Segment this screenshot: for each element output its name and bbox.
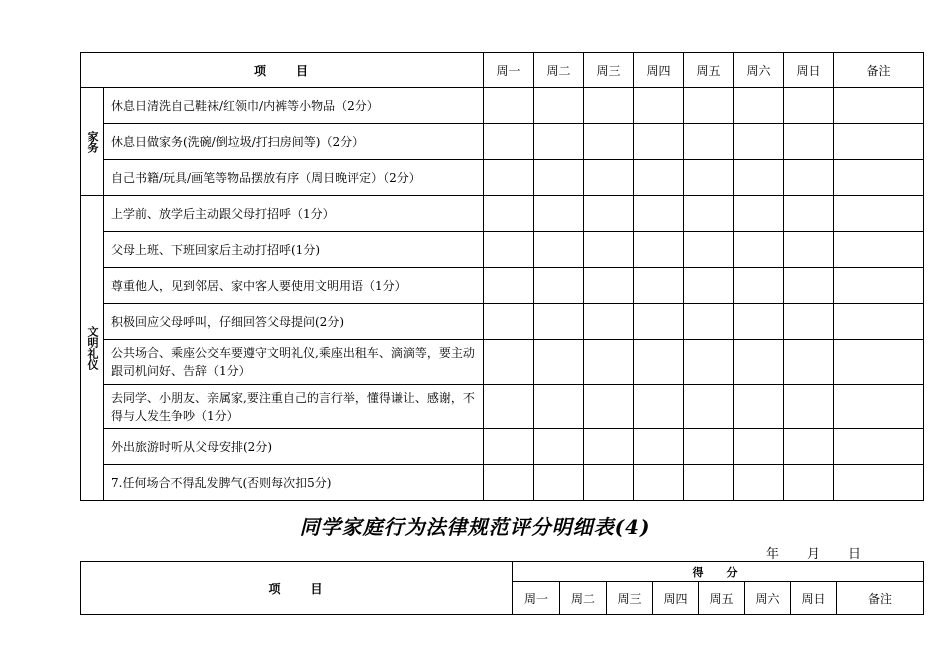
remark-cell	[834, 268, 924, 304]
score-cell	[534, 304, 584, 340]
score-cell	[584, 196, 634, 232]
score-cell	[484, 304, 534, 340]
day-header: 周日	[784, 53, 834, 88]
score-cell	[584, 340, 634, 385]
score-cell	[734, 465, 784, 501]
score-cell	[784, 124, 834, 160]
score-cell	[684, 88, 734, 124]
score-cell	[784, 304, 834, 340]
table-row	[81, 268, 924, 304]
item-header: 项 目	[81, 53, 484, 88]
score-cell	[634, 268, 684, 304]
score-cell	[784, 340, 834, 385]
score-cell	[784, 268, 834, 304]
item-cell: 休息日清洗自己鞋袜/红领巾/内裤等小物品（2分）	[104, 88, 484, 124]
day-header: 周二	[560, 582, 607, 615]
table-row	[81, 340, 924, 385]
score-cell	[784, 160, 834, 196]
score-cell	[634, 465, 684, 501]
year-label: 年	[766, 547, 780, 562]
day-label: 日	[848, 547, 862, 562]
score-cell	[484, 429, 534, 465]
category-cell: 家务	[81, 88, 104, 196]
remark-cell	[834, 196, 924, 232]
score-cell	[684, 124, 734, 160]
score-cell	[484, 465, 534, 501]
score-cell	[534, 232, 584, 268]
score-cell	[534, 385, 584, 429]
table-row	[81, 232, 924, 268]
score-cell	[784, 465, 834, 501]
remark-cell	[834, 465, 924, 501]
remark-header: 备注	[834, 53, 924, 88]
score-cell	[634, 340, 684, 385]
day-header: 周四	[653, 582, 699, 615]
score-cell	[534, 268, 584, 304]
score-cell	[484, 385, 534, 429]
score-cell	[734, 268, 784, 304]
score-cell	[634, 160, 684, 196]
score-cell	[684, 196, 734, 232]
item-cell: 外出旅游时听从父母安排(2分)	[104, 429, 484, 465]
item-cell: 公共场合、乘座公交车要遵守文明礼仪,乘座出租车、滴滴等，要主动跟司机问好、告辞（1分）	[104, 340, 484, 385]
day-header: 周日	[791, 582, 837, 615]
remark-cell	[834, 88, 924, 124]
score-cell	[684, 465, 734, 501]
score-header: 得 分	[513, 562, 924, 582]
score-cell	[734, 160, 784, 196]
score-cell	[634, 124, 684, 160]
score-cell	[534, 88, 584, 124]
item-cell: 7.任何场合不得乱发脾气(否则每次扣5分)	[104, 465, 484, 501]
score-cell	[734, 88, 784, 124]
score-cell	[784, 232, 834, 268]
document-title: 同学家庭行为法律规范评分明细表(4)	[299, 515, 651, 539]
score-cell	[734, 124, 784, 160]
table-row	[81, 196, 924, 232]
day-header: 周五	[699, 582, 745, 615]
score-cell	[584, 385, 634, 429]
weekly-score-table-2	[80, 561, 924, 615]
score-cell	[734, 429, 784, 465]
score-cell	[634, 88, 684, 124]
remark-cell	[834, 304, 924, 340]
score-cell	[684, 385, 734, 429]
score-cell	[684, 304, 734, 340]
score-cell	[784, 88, 834, 124]
score-cell	[584, 304, 634, 340]
score-cell	[684, 429, 734, 465]
score-cell	[634, 196, 684, 232]
score-cell	[684, 268, 734, 304]
item-header: 项 目	[81, 562, 513, 615]
day-header: 周三	[607, 582, 653, 615]
table-row	[81, 429, 924, 465]
score-cell	[784, 196, 834, 232]
score-cell	[634, 304, 684, 340]
item-cell: 尊重他人，见到邻居、家中客人要使用文明用语（1分）	[104, 268, 484, 304]
day-header: 周六	[734, 53, 784, 88]
day-header: 周一	[484, 53, 534, 88]
table-row	[81, 304, 924, 340]
table-row	[81, 160, 924, 196]
score-cell	[584, 465, 634, 501]
score-cell	[684, 340, 734, 385]
score-cell	[534, 160, 584, 196]
score-cell	[734, 340, 784, 385]
day-header: 周一	[513, 582, 560, 615]
day-header: 周五	[684, 53, 734, 88]
score-cell	[584, 268, 634, 304]
score-cell	[484, 124, 534, 160]
score-cell	[534, 340, 584, 385]
item-cell: 上学前、放学后主动跟父母打招呼（1分）	[104, 196, 484, 232]
score-cell	[584, 429, 634, 465]
item-cell: 父母上班、下班回家后主动打招呼(1分)	[104, 232, 484, 268]
item-cell: 自己书籍/玩具/画笔等物品摆放有序（周日晚评定）（2分）	[104, 160, 484, 196]
score-cell	[584, 88, 634, 124]
day-header: 周四	[634, 53, 684, 88]
item-cell: 积极回应父母呼叫，仔细回答父母提问(2分)	[104, 304, 484, 340]
score-cell	[584, 160, 634, 196]
score-cell	[484, 88, 534, 124]
remark-cell	[834, 232, 924, 268]
score-cell	[484, 196, 534, 232]
month-label: 月	[807, 547, 821, 562]
score-cell	[484, 160, 534, 196]
score-cell	[734, 385, 784, 429]
day-header: 周二	[534, 53, 584, 88]
remark-cell	[834, 385, 924, 429]
score-cell	[534, 196, 584, 232]
remark-cell	[834, 160, 924, 196]
score-cell	[584, 124, 634, 160]
score-cell	[684, 160, 734, 196]
score-cell	[634, 385, 684, 429]
score-cell	[484, 340, 534, 385]
score-cell	[484, 232, 534, 268]
score-cell	[734, 196, 784, 232]
score-cell	[734, 232, 784, 268]
table-row	[81, 88, 924, 124]
remark-cell	[834, 429, 924, 465]
score-cell	[484, 268, 534, 304]
remark-header: 备注	[837, 582, 924, 615]
score-cell	[534, 465, 584, 501]
remark-cell	[834, 340, 924, 385]
score-cell	[684, 232, 734, 268]
table-row	[81, 465, 924, 501]
score-cell	[534, 124, 584, 160]
item-cell: 去同学、小朋友、亲属家,要注重自己的言行举，懂得谦让、感谢，不得与人发生争吵（1分）	[104, 385, 484, 429]
score-cell	[784, 385, 834, 429]
score-cell	[584, 232, 634, 268]
date-line	[766, 543, 861, 562]
score-cell	[634, 232, 684, 268]
remark-cell	[834, 124, 924, 160]
item-cell: 休息日做家务(洗碗/倒垃圾/打扫房间等)（2分）	[104, 124, 484, 160]
day-header: 周三	[584, 53, 634, 88]
score-cell	[734, 304, 784, 340]
score-cell	[534, 429, 584, 465]
day-header: 周六	[745, 582, 791, 615]
category-cell: 文明礼仪	[81, 196, 104, 501]
table-row	[81, 385, 924, 429]
score-cell	[634, 429, 684, 465]
table-row	[81, 124, 924, 160]
weekly-score-table	[80, 52, 924, 501]
score-cell	[784, 429, 834, 465]
